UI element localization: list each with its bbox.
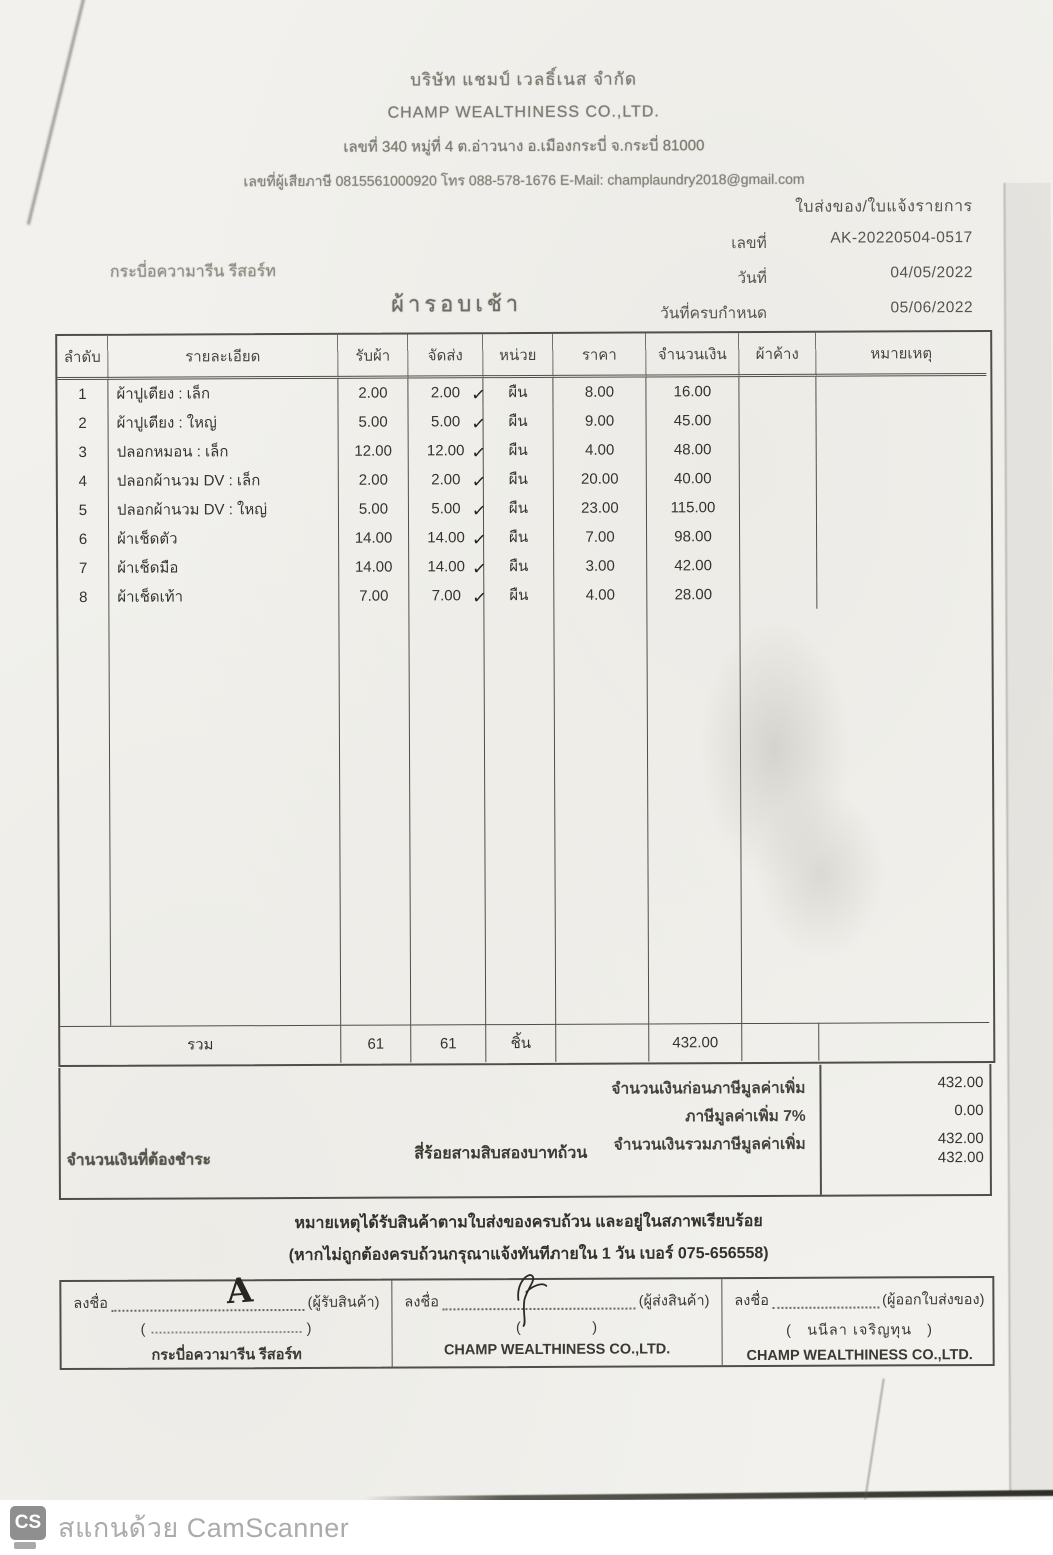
document-number-row (0, 229, 973, 258)
vat-value: 0.00 (954, 1102, 984, 1120)
company-name-english: CHAMP WEALTHINESS CO.,LTD. (387, 103, 660, 122)
col-header-received: รับผ้า (338, 335, 408, 379)
sign-line (73, 1270, 380, 1315)
item-no: 8 (58, 583, 109, 612)
item-remark (817, 550, 987, 580)
subtotal-value: 432.00 (937, 1074, 984, 1092)
item-unit: ผืน (484, 494, 554, 523)
item-price: 4.00 (554, 580, 647, 609)
item-delivered-qty (409, 552, 488, 581)
item-description: ผ้าปูเตียง : ใหญ่ (109, 408, 339, 438)
checkmark-icon: ✓ (470, 500, 487, 521)
checkmark-icon: ✓ (470, 471, 487, 492)
item-delivered-value: 14.00 (427, 529, 465, 547)
item-no: 3 (58, 438, 109, 467)
empty-column-space (740, 609, 819, 1023)
item-delivered-value: 2.00 (430, 384, 461, 402)
amount-due-value: 432.00 (937, 1149, 984, 1167)
signature-dotted-line (442, 1296, 636, 1311)
document-title: ผ้ารอบเช้า (390, 291, 523, 317)
item-no: 1 (57, 380, 108, 409)
sign-role: (ผู้รับสินค้า) (307, 1294, 380, 1311)
item-description: ผ้าเช็ดตัว (109, 524, 339, 554)
document-type (0, 194, 973, 223)
camscanner-logo-tab (14, 1542, 36, 1549)
company-address: เลขที่ 340 หมู่ที่ 4 ต.อ่าวนาง อ.เมืองกระบี่ จ.กระบี่ 81000 (343, 137, 705, 156)
note-line-2: (หากไม่ถูกต้องครบถ้วนกรุณาแจ้งทันทีภายใน 1 วัน เบอร์ 075-656558) (288, 1244, 769, 1265)
item-delivered-value: 2.00 (431, 471, 461, 489)
col-header-delivered: จัดส่ง (408, 334, 483, 378)
item-received-qty: 7.00 (339, 582, 409, 611)
item-delivered-qty (409, 436, 487, 465)
item-delivered-qty (409, 581, 488, 610)
total-received: 61 (341, 1025, 411, 1063)
item-amount: 45.00 (647, 406, 740, 435)
signature-dotted-line (772, 1294, 879, 1308)
customer-name: กระบี่อความารีน รีสอร์ท (109, 263, 276, 281)
item-delivered-value: 14.00 (427, 558, 466, 576)
total-unit: ชิ้น (486, 1024, 556, 1062)
camscanner-watermark-text: สแกนด้วย CamScanner (58, 1513, 350, 1543)
paper-edge-shadow-right (1006, 183, 1053, 1493)
col-header-price: ราคา (553, 333, 646, 377)
document-date-label: วันที่ (737, 269, 767, 288)
item-amount: 42.00 (647, 551, 740, 580)
checkmark-icon: ✓ (471, 558, 488, 579)
item-delivered-value: 12.00 (426, 442, 465, 460)
total-amount: 432.00 (649, 1023, 742, 1061)
item-unit: ผืน (484, 407, 554, 436)
item-unit: ผืน (484, 465, 554, 494)
item-backlog (740, 522, 817, 551)
item-amount: 28.00 (647, 580, 740, 609)
item-no: 2 (58, 409, 109, 438)
printed-name-line: ( ) (140, 1320, 313, 1338)
item-backlog (739, 377, 816, 406)
notes (2, 1208, 1053, 1277)
item-amount: 40.00 (647, 464, 740, 493)
document-number-value: AK-20220504-0517 (830, 229, 973, 247)
item-remark (817, 492, 987, 522)
item-delivered-value: 5.00 (430, 413, 461, 431)
document-date-value: 04/05/2022 (890, 264, 973, 282)
amount-due-label: จำนวนเงินที่ต้องชำระ (66, 1151, 212, 1170)
signature-dotted-line (111, 1270, 305, 1313)
col-header-amount: จำนวนเงิน (646, 333, 739, 377)
item-backlog (740, 580, 817, 609)
item-no: 5 (58, 496, 109, 525)
empty-column-space (339, 611, 411, 1025)
company-contact: เลขที่ผู้เสียภาษี 0815561000920 โทร 088-578-1676 E-Mail: champlaundry2018@gmail.com (243, 170, 805, 190)
item-delivered-value: 5.00 (431, 500, 461, 518)
sign-label: ลงชื่อ (404, 1294, 439, 1311)
item-amount: 115.00 (647, 493, 740, 522)
printed-name-line: ( นนีลา เจริญทุน ) (786, 1322, 933, 1339)
subtotal-label: จำนวนเงินก่อนภาษีมูลค่าเพิ่ม (611, 1079, 806, 1098)
item-description: ปลอกหมอน : เล็ก (109, 437, 339, 467)
item-amount: 98.00 (647, 522, 740, 551)
item-unit: ผืน (483, 378, 553, 407)
item-backlog (740, 464, 817, 493)
item-backlog (740, 435, 817, 464)
checkmark-icon: ✓ (470, 529, 487, 550)
item-price: 9.00 (554, 406, 647, 435)
item-unit: ผืน (484, 523, 554, 552)
checkmark-icon: ✓ (470, 442, 487, 463)
item-backlog (740, 551, 817, 580)
sign-label: ลงชื่อ (73, 1295, 108, 1312)
item-description: ผ้าเช็ดเท้า (109, 582, 339, 612)
checkmark-icon: ✓ (470, 413, 487, 434)
item-received-qty: 5.00 (339, 495, 409, 524)
empty-column-space (554, 609, 649, 1023)
col-header-no: ลำดับ (57, 336, 108, 380)
item-price: 23.00 (554, 493, 647, 522)
total-price (556, 1023, 649, 1061)
sign-line (404, 1289, 709, 1313)
empty-column-space (817, 608, 989, 1023)
sign-role: (ผู้ออกใบส่งของ) (882, 1292, 985, 1309)
item-price: 3.00 (554, 551, 647, 580)
total-label: รวม (60, 1025, 341, 1064)
item-received-qty: 12.00 (339, 437, 409, 466)
item-delivered-qty (409, 523, 487, 552)
col-header-backlog: ผ้าค้าง (739, 333, 816, 377)
sign-line (734, 1288, 984, 1312)
item-remark (817, 579, 987, 609)
empty-column-space (58, 612, 111, 1026)
paper-crease-bottom-right (864, 1378, 885, 1499)
signature-box-sender (392, 1279, 722, 1366)
signer-company: กระบี่อความารีน รีสอร์ท (151, 1346, 302, 1364)
item-remark (817, 405, 987, 435)
company-header (0, 64, 1051, 195)
item-remark (816, 376, 986, 406)
item-unit: ผืน (484, 436, 554, 465)
item-received-qty: 14.00 (339, 553, 409, 582)
item-price: 20.00 (554, 464, 647, 493)
item-remark (817, 521, 987, 551)
grand-total-value: 432.00 (937, 1130, 984, 1148)
col-header-description: รายละเอียด (108, 335, 338, 380)
camscanner-bar (0, 1500, 1053, 1555)
total-backlog (742, 1023, 819, 1061)
checkmark-icon: ✓ (471, 587, 488, 608)
item-remark (817, 463, 987, 493)
item-price: 4.00 (554, 435, 647, 464)
handwritten-initial-A: A (224, 1270, 254, 1313)
total-remark (819, 1022, 989, 1062)
sign-role: (ผู้ส่งสินค้า) (638, 1293, 710, 1310)
issuer-name: นนีลา เจริญทุน (807, 1322, 913, 1339)
empty-column-space (109, 611, 341, 1026)
grand-total-label: จำนวนเงินรวมภาษีมูลค่าเพิ่ม (613, 1135, 806, 1154)
item-no: 6 (58, 525, 109, 554)
item-delivered-qty (408, 378, 487, 407)
item-received-qty: 2.00 (339, 466, 409, 495)
signature-box-receiver (61, 1270, 392, 1368)
signature-row (59, 1270, 994, 1370)
item-description: ปลอกผ้านวม DV : เล็ก (109, 466, 339, 496)
item-amount: 16.00 (646, 377, 739, 406)
item-remark (817, 434, 987, 464)
item-unit: ผืน (484, 581, 554, 610)
signer-company: CHAMP WEALTHINESS CO.,LTD. (443, 1341, 671, 1359)
vat-label: ภาษีมูลค่าเพิ่ม 7% (685, 1107, 806, 1126)
signer-company: CHAMP WEALTHINESS CO.,LTD. (746, 1347, 973, 1365)
item-received-qty: 2.00 (338, 379, 408, 408)
item-unit: ผืน (484, 552, 554, 581)
checkmark-icon: ✓ (470, 384, 487, 405)
item-amount: 48.00 (647, 435, 740, 464)
camscanner-logo-icon: CS (10, 1506, 46, 1540)
item-description: ปลอกผ้านวม DV : ใหญ่ (109, 495, 339, 525)
summary-box (58, 1064, 992, 1200)
printed-name-line: ( ) (515, 1319, 599, 1337)
item-no: 7 (58, 554, 109, 583)
item-price: 8.00 (553, 377, 646, 406)
col-header-unit: หน่วย (483, 334, 553, 378)
item-backlog (740, 406, 817, 435)
sign-label: ลงชื่อ (734, 1292, 769, 1310)
item-description: ผ้าเช็ดมือ (109, 553, 339, 583)
item-no: 4 (58, 467, 109, 496)
amount-in-words: สี่ร้อยสามสิบสองบาทถ้วน (414, 1144, 588, 1163)
document-number-label: เลขที่ (731, 234, 767, 253)
item-price: 7.00 (554, 522, 647, 551)
signature-box-issuer (722, 1278, 996, 1365)
item-delivered-qty (409, 494, 487, 523)
empty-column-space (409, 610, 486, 1024)
handwritten-signature-squiggle (512, 1270, 552, 1328)
item-received-qty: 14.00 (339, 524, 409, 553)
item-delivered-value: 7.00 (431, 587, 461, 605)
total-delivered: 61 (411, 1024, 486, 1062)
empty-column-space (647, 609, 742, 1023)
company-name-thai: บริษัท แชมป์ เวลธิ์เนส จำกัด (410, 69, 638, 90)
item-backlog (740, 493, 817, 522)
item-received-qty: 5.00 (339, 408, 409, 437)
document-type-label: ใบส่งของ/ใบแจ้งรายการ (795, 198, 973, 216)
note-line-1: หมายเหตุได้รับสินค้าตามใบส่งของครบถ้วน และอยู่ในสภาพเรียบร้อย (294, 1212, 763, 1233)
document-due-label: วันที่ครบกำหนด (660, 304, 768, 323)
item-delivered-qty (409, 407, 487, 436)
empty-column-space (484, 610, 556, 1024)
item-description: ผ้าปูเตียง : เล็ก (108, 379, 338, 409)
item-delivered-qty (409, 465, 487, 494)
col-header-remark: หมายเหตุ (816, 332, 986, 377)
document-due-value: 05/06/2022 (890, 299, 974, 317)
items-table (55, 330, 995, 1067)
